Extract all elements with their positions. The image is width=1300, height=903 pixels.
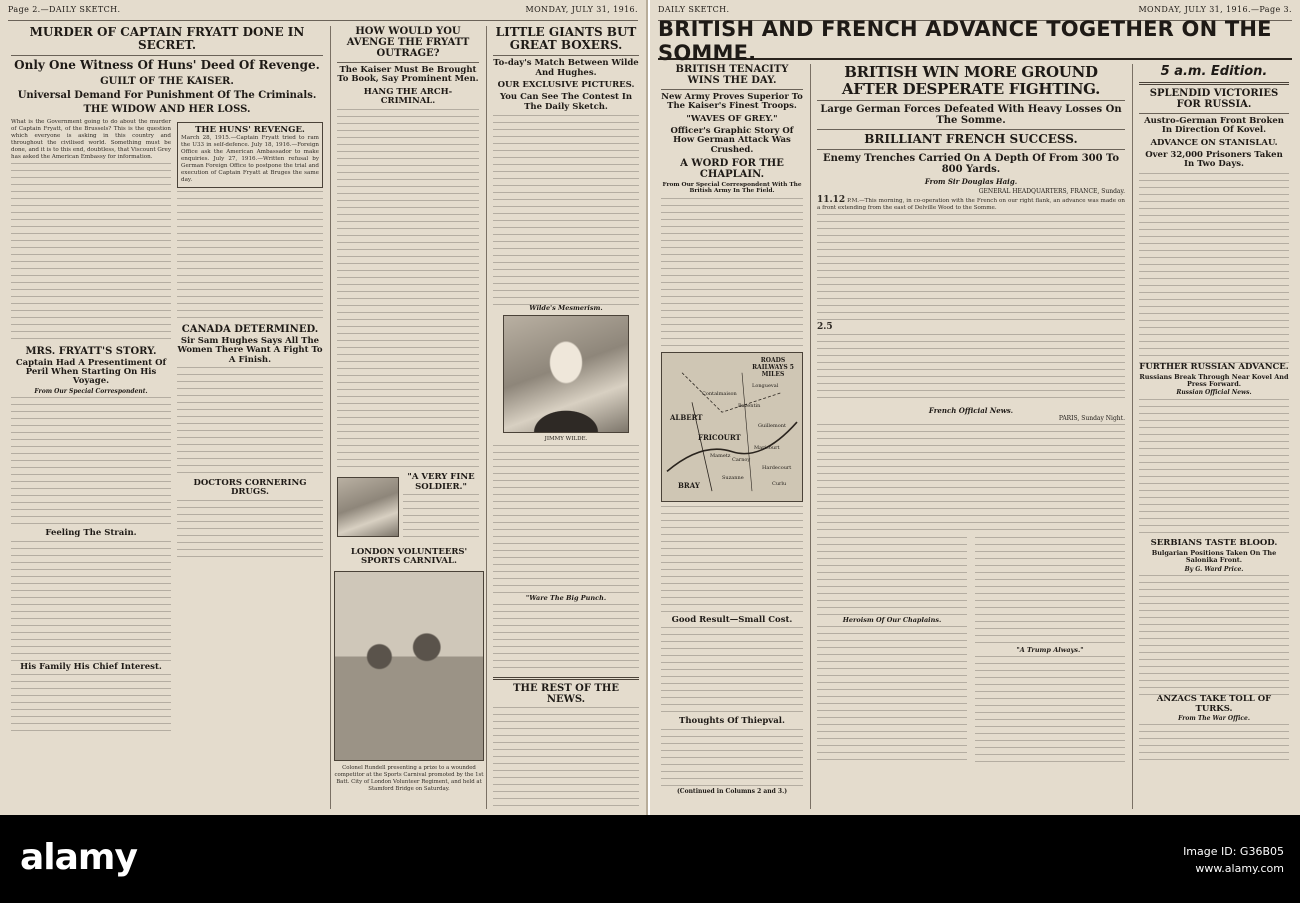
somme-map	[661, 352, 803, 502]
mrs-fryatt-heading: MRS. FRYATT'S STORY.	[25, 345, 157, 357]
map-place-label: Hardecourt	[762, 464, 792, 471]
left-header-right: MONDAY, JULY 31, 1916.	[525, 5, 638, 14]
huns-revenge-text: March 28, 1915.—Captain Fryatt tried to ram the U33 in self-defence. July 18, 1916.—Foreign Office ask the American Ambassador to make enquiries. July 27, 1916.—Written refusal by German Foreign Office to postpone the trial and execution of Captain Fryatt at Bruges the same day.	[181, 134, 319, 183]
map-place-label: Guillemont	[758, 422, 786, 429]
map-place-label: Carnoy	[732, 456, 751, 463]
stock-footer	[0, 815, 1300, 903]
avenge-deck-2: HANG THE ARCH-CRIMINAL.	[363, 86, 453, 107]
anzacs-byline: From The War Office.	[1178, 714, 1250, 722]
map-place-label: Maricourt	[754, 444, 780, 451]
serbians-byline: By G. Ward Price.	[1184, 565, 1244, 573]
tenacity-byline: From Our Special Correspondent With The British Army In The Field.	[662, 182, 802, 195]
serbians-heading: SERBIANS TASTE BLOOD.	[1150, 537, 1278, 548]
report-text: P.M.—This morning, in co-operation with the French on our right flank, an advance was made on a front extending from the east of Delville Wood to the Somme.	[817, 197, 1126, 211]
haig-report-column	[812, 64, 1130, 809]
boxing-headline: LITTLE GIANTS BUT GREAT BOXERS.	[495, 26, 637, 53]
haig-deck-2: BRILLIANT FRENCH SUCCESS.	[864, 132, 1078, 146]
map-place-label: Contalmaison	[702, 390, 737, 397]
feeling-strain-heading: Feeling The Strain.	[45, 528, 137, 539]
jimmy-wilde-photo	[503, 315, 629, 433]
russia-headline: SPLENDID VICTORIES FOR RUSSIA.	[1149, 88, 1279, 110]
mrs-fryatt-byline: From Our Special Correspondent.	[34, 387, 148, 395]
chaplain-heading: A WORD FOR THE CHAPLAIN.	[680, 158, 784, 181]
rest-of-news-heading: THE REST OF THE NEWS.	[513, 683, 619, 706]
map-place-label: Curlu	[772, 480, 787, 487]
haig-report-body	[817, 194, 1126, 212]
map-place-label: Mametz	[710, 452, 731, 459]
mesmerism-heading: Wilde's Mesmerism.	[529, 304, 603, 313]
somme-banner: BRITISH AND FRENCH ADVANCE TOGETHER ON THE SOMME.	[658, 24, 1292, 60]
big-punch-heading: "Ware The Big Punch.	[525, 594, 607, 603]
good-result-heading: Good Result—Small Cost.	[671, 614, 793, 625]
map-place-label: Bazentin	[738, 402, 761, 409]
fryatt-deck-4: THE WIDOW AND HER LOSS.	[83, 103, 251, 115]
left-page	[0, 0, 648, 815]
right-page	[650, 0, 1300, 815]
haig-headline: BRITISH WIN MORE GROUND AFTER DESPERATE FIGHTING.	[841, 64, 1101, 98]
russian-official-title: Russian Official News.	[1176, 389, 1252, 397]
sports-carnival-photo	[334, 571, 484, 761]
mrs-fryatt-deck: Captain Had A Presentiment Of Peril When Starting On His Voyage.	[15, 357, 167, 387]
boxing-deck-2: OUR EXCLUSIVE PICTURES.	[497, 80, 635, 91]
jimmy-wilde-caption: JIMMY WILDE.	[544, 436, 588, 443]
anzacs-heading: ANZACS TAKE TOLL OF TURKS.	[1156, 694, 1272, 714]
tenacity-deck-3: Officer's Graphic Story Of How German Attack Was Crushed.	[670, 126, 794, 155]
boxing-deck-3: You Can See The Contest In The Daily Sketch.	[499, 92, 633, 112]
stock-info	[1183, 843, 1284, 877]
haig-deck-3: Enemy Trenches Carried On A Depth Of From 300 To 800 Yards.	[822, 153, 1120, 176]
fryatt-deck-1: Only One Witness Of Huns' Deed Of Revenge.	[14, 58, 320, 73]
russia-deck-2: ADVANCE ON STANISLAU.	[1150, 137, 1278, 148]
sports-section	[334, 548, 484, 793]
serbians-deck: Bulgarian Positions Taken On The Salonika Front.	[1151, 549, 1277, 565]
left-page-header	[8, 5, 638, 21]
fryatt-deck-2: GUILT OF THE KAISER.	[100, 75, 234, 87]
stock-logo: alamy	[20, 837, 137, 878]
doctors-heading: DOCTORS CORNERING DRUGS.	[193, 477, 307, 498]
map-place-label: Suzanne	[722, 474, 744, 481]
french-news-dateline: PARIS, Sunday Night.	[1058, 414, 1125, 422]
tenacity-column	[656, 64, 808, 809]
right-header-left: DAILY SKETCH.	[658, 5, 730, 14]
stock-image-id: Image ID: G36B05	[1183, 845, 1284, 858]
canada-deck: Sir Sam Hughes Says All The Women There Want A Fight To A Finish.	[177, 335, 323, 365]
report-time-2: 2.5	[817, 321, 833, 332]
haig-byline: From Sir Douglas Haig.	[924, 177, 1018, 187]
continued-note: (Continued in Columns 2 and 3.)	[676, 787, 788, 795]
right-header-right: MONDAY, JULY 31, 1916.—Page 3.	[1138, 5, 1292, 14]
map-place-label: BRAY	[678, 480, 700, 490]
russia-column	[1134, 64, 1294, 809]
stock-url: www.alamy.com	[1195, 862, 1284, 875]
chaplains-heading: Heroism Of Our Chaplains.	[842, 615, 942, 624]
map-place-label: FRICOURT	[698, 432, 741, 442]
tenacity-deck-2: "WAVES OF GREY."	[686, 113, 778, 124]
family-interest-heading: His Family His Chief Interest.	[20, 661, 162, 672]
avenge-headline: HOW WOULD YOU AVENGE THE FRYATT OUTRAGE?	[346, 26, 470, 59]
russian-advance-heading: FURTHER RUSSIAN ADVANCE.	[1139, 361, 1289, 372]
huns-revenge-box	[177, 122, 323, 188]
map-place-label: ALBERT	[670, 412, 703, 422]
avenge-deck-1: The Kaiser Must Be Brought To Book, Say Prominent Men.	[337, 65, 479, 85]
boxing-column	[488, 26, 644, 809]
trump-heading: "A Trump Always."	[1016, 645, 1084, 654]
haig-deck-1: Large German Forces Defeated With Heavy Losses On The Somme.	[820, 104, 1122, 126]
boxing-deck-1: To-day's Match Between Wilde And Hughes.	[493, 58, 639, 78]
french-news-title: French Official News.	[928, 405, 1014, 415]
haig-dateline: GENERAL HEADQUARTERS, FRANCE, Sunday.	[978, 187, 1125, 195]
fryatt-deck-3: Universal Demand For Punishment Of The Criminals.	[17, 89, 317, 101]
report-time-1: 11.12	[817, 194, 846, 205]
left-header-left: Page 2.—DAILY SKETCH.	[8, 5, 121, 14]
sports-headline: LONDON VOLUNTEERS' SPORTS CARNIVAL.	[334, 548, 484, 567]
russia-deck-3: Over 32,000 Prisoners Taken In Two Days.	[1145, 150, 1283, 170]
thiepval-heading: Thoughts Of Thiepval.	[679, 716, 785, 727]
map-place-label: Longueval	[752, 382, 779, 389]
russia-deck-1: Austro-German Front Broken In Direction Of Kovel.	[1144, 116, 1284, 136]
tenacity-deck-1: New Army Proves Superior To The Kaiser's Finest Troops.	[661, 92, 803, 112]
canada-heading: CANADA DETERMINED.	[181, 323, 319, 335]
fryatt-body: What is the Government going to do about the murder of Captain Fryatt, of the Brussels? This is the question which everyone is asking in this country and throughout the civilised world. Something must be done, and it is to this end, doubtless, that Viscount Grey has asked the American Embassy for information.	[11, 118, 171, 160]
fryatt-column	[6, 26, 328, 809]
huns-revenge-title: THE HUNS' REVENGE.	[195, 124, 305, 135]
edition-label: 5 a.m. Edition.	[1160, 64, 1268, 79]
fine-soldier-heading: "A VERY FINE SOLDIER."	[407, 472, 475, 492]
fryatt-headline: MURDER OF CAPTAIN FRYATT DONE IN SECRET.	[29, 26, 305, 53]
tenacity-headline: BRITISH TENACITY WINS THE DAY.	[675, 64, 789, 86]
sports-caption: Colonel Rundell presenting a prize to a wounded competitor at the Sports Carnival promoted by the 1st Batt. City of London Volunteer Regiment, and held at Stamford Bridge on Saturday.	[334, 764, 484, 792]
map-legend: ROADS RAILWAYS 5 MILES	[752, 356, 794, 378]
russian-advance-deck: Russians Break Through Near Kovel And Press Forward.	[1139, 373, 1289, 389]
soldier-photo	[337, 477, 399, 537]
